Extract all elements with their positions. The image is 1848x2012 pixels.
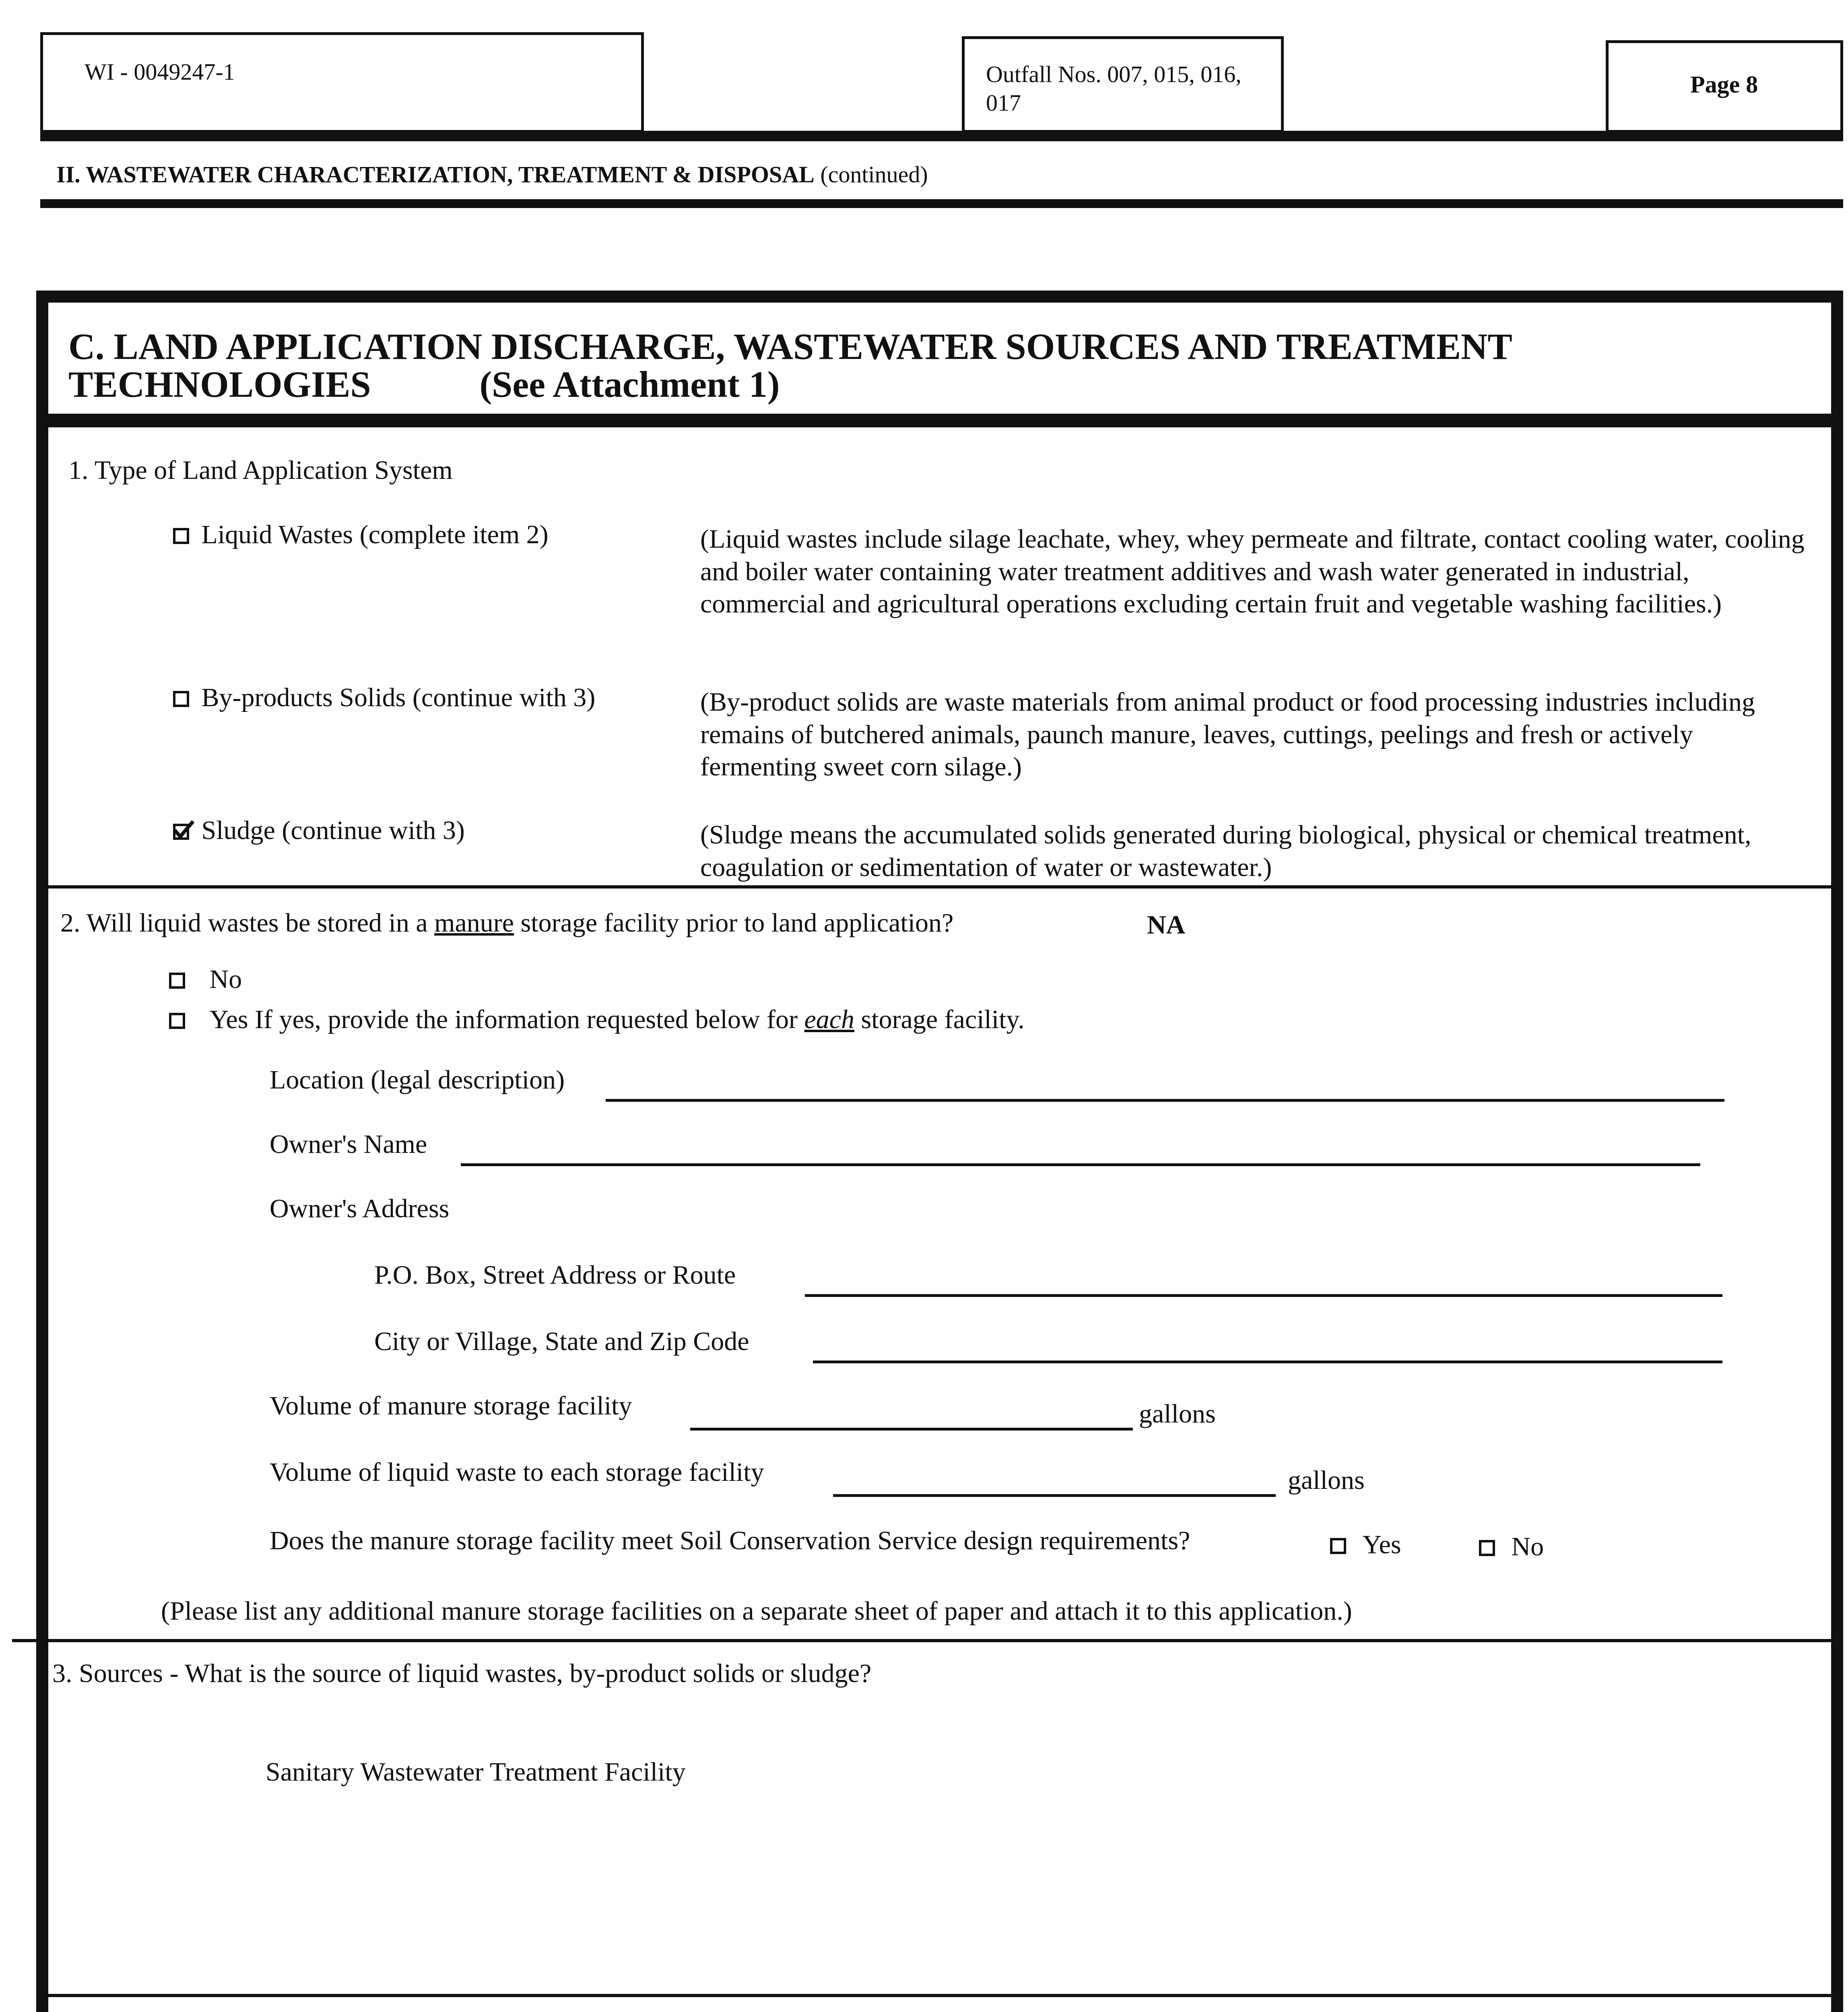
byproduct-solids-description: (By-product solids are waste materials from animal product or food processing industries including remains of butchered animals, paunch manure, leaves, cuttings, peelings and fresh or actively fermenting sweet corn silage.) <box>700 687 1755 782</box>
frame-right <box>1831 291 1843 2012</box>
header-rule <box>40 131 1843 141</box>
owner-name-label: Owner's Name <box>270 1130 427 1159</box>
item3-answer: Sanitary Wastewater Treatment Facility <box>266 1757 686 1787</box>
section-title-cont: (continued) <box>820 161 928 188</box>
scs-no-option[interactable]: No <box>1479 1531 1544 1563</box>
item3-question: 3. Sources - What is the source of liquid wastes, by-product solids or sludge? <box>52 1659 872 1688</box>
liquid-wastes-description: (Liquid wastes include silage leachate, whey, whey permeate and filtrate, contact cooling water, cooling and boiler water containing water treatment additives and wash water generated in industrial, commercial and agricultural operations excluding certain fruit and vegetable washing facilities.) <box>700 524 1805 619</box>
section-title-text: II. WASTEWATER CHARACTERIZATION, TREATMENT & DISPOSAL <box>56 161 815 188</box>
sludge-checkbox[interactable] <box>173 824 189 840</box>
item3-divider <box>36 1994 1843 1997</box>
item1-question: 1. Type of Land Application System <box>68 456 453 485</box>
item2-yes-checkbox[interactable] <box>169 1013 185 1029</box>
po-box-label: P.O. Box, Street Address or Route <box>374 1260 736 1290</box>
volume-facility-label: Volume of manure storage facility <box>270 1391 632 1420</box>
owner-name-field[interactable] <box>461 1163 1700 1166</box>
item1-divider <box>36 885 1843 888</box>
checkmark-icon <box>172 820 195 841</box>
title-divider <box>36 414 1843 427</box>
option-sludge[interactable]: Sludge (continue with 3) <box>173 815 465 846</box>
sludge-description: (Sludge means the accumulated solids generated during biological, physical or chemical treatment, coagulation or sedimentation of water or wastewater.) <box>700 820 1751 882</box>
item2-yes-option[interactable]: Yes If yes, provide the information requested below for each storage facility. <box>169 1004 1025 1035</box>
page-number: Page 8 <box>1690 71 1758 98</box>
item2-note: (Please list any additional manure storage facilities on a separate sheet of paper and attach it to this application.) <box>161 1596 1352 1626</box>
item2-question: 2. Will liquid wastes be stored in a manure storage facility prior to land application? <box>60 908 954 938</box>
item2-answer: NA <box>1147 910 1186 940</box>
frame-top <box>36 291 1843 303</box>
section-rule <box>40 199 1843 208</box>
section-c-note: (See Attachment 1) <box>479 363 780 405</box>
volume-facility-field[interactable] <box>690 1428 1133 1431</box>
section-title <box>56 161 928 188</box>
liquid-wastes-checkbox[interactable] <box>173 528 189 544</box>
outfall-numbers: Outfall Nos. 007, 015, 016, 017 <box>986 61 1242 116</box>
section-c-title: C. LAND APPLICATION DISCHARGE, WASTEWATER SOURCES AND TREATMENT TECHNOLOGIES (See Attachment 1) <box>68 326 1512 405</box>
volume-waste-field[interactable] <box>833 1494 1276 1497</box>
volume-facility-unit: gallons <box>1139 1399 1216 1429</box>
po-box-field[interactable] <box>805 1294 1722 1297</box>
volume-waste-unit: gallons <box>1288 1466 1365 1495</box>
byproduct-solids-checkbox[interactable] <box>173 691 189 707</box>
owner-address-label: Owner's Address <box>270 1194 450 1223</box>
option-byproduct-solids[interactable]: By-products Solids (continue with 3) <box>173 682 595 713</box>
location-field[interactable] <box>606 1099 1724 1102</box>
scs-yes-checkbox[interactable] <box>1330 1538 1346 1554</box>
permit-id: WI - 0049247-1 <box>85 59 235 85</box>
volume-waste-label: Volume of liquid waste to each storage facility <box>270 1457 764 1487</box>
item2-no-checkbox[interactable] <box>169 973 185 989</box>
option-liquid-wastes[interactable]: Liquid Wastes (complete item 2) <box>173 519 549 550</box>
location-label: Location (legal description) <box>270 1065 565 1095</box>
item2-no-option[interactable]: No <box>169 964 242 995</box>
frame-left <box>36 291 48 2012</box>
scs-no-checkbox[interactable] <box>1479 1540 1495 1556</box>
item2-divider <box>12 1639 1843 1642</box>
scs-question: Does the manure storage facility meet Soil Conservation Service design requirements? <box>270 1526 1190 1555</box>
city-label: City or Village, State and Zip Code <box>374 1327 749 1356</box>
scs-yes-option[interactable]: Yes <box>1330 1529 1401 1561</box>
city-field[interactable] <box>813 1361 1722 1363</box>
